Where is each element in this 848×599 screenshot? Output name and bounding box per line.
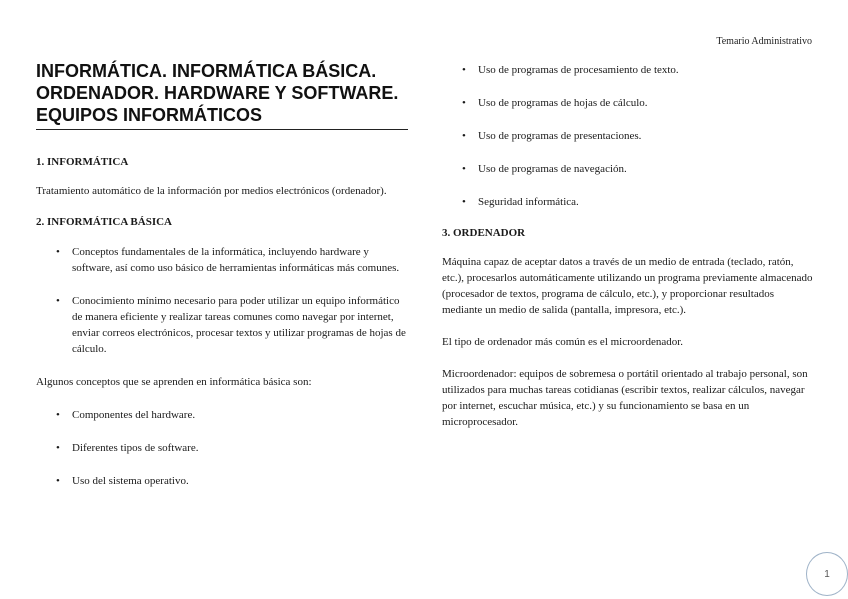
concepts-list-continued — [442, 62, 814, 210]
list-item: • Seguridad informática. — [442, 194, 814, 210]
document-header: Temario Administrativo — [716, 36, 812, 47]
list-item: • Diferentes tipos de software. — [36, 440, 408, 456]
section-3-heading: 3. ORDENADOR — [442, 227, 526, 239]
title-line: INFORMÁTICA. INFORMÁTICA BÁSICA. — [36, 61, 377, 81]
list-item: • Uso de programas de procesamiento de texto. — [442, 62, 814, 78]
page-title — [36, 60, 408, 130]
section-2-bullets — [36, 244, 408, 357]
list-item: • Uso de programas de hojas de cálculo. — [442, 95, 814, 111]
left-column — [36, 60, 408, 489]
page-number-badge — [806, 552, 848, 596]
list-item: • Componentes del hardware. — [36, 407, 408, 423]
section-3-paragraph: Microordenador: equipos de sobremesa o portátil orientado al trabajo personal, son utilizados para muchas tareas cotidianas (escribir textos, realizar cálculos, navegar por internet, escuchar música, etc.) y su funcionamiento se basa en un microprocesador. — [442, 368, 808, 428]
list-item: • Conocimiento mínimo necesario para poder utilizar un equipo informático de manera eficiente y realizar tareas comunes como navegar por internet, enviar correos electrónicos, procesar textos y utilizar programas de hojas de cálculo. — [36, 293, 408, 357]
list-item: • Uso del sistema operativo. — [36, 473, 408, 489]
section-3-paragraph: El tipo de ordenador más común es el microordenador. — [442, 336, 684, 348]
section-2-intro: Algunos conceptos que se aprenden en informática básica son: — [36, 376, 312, 388]
right-column — [442, 60, 814, 430]
section-3-paragraph: Máquina capaz de aceptar datos a través de un medio de entrada (teclado, ratón, etc.), procesarlos automáticamente utilizando un programa previamente almacenado (procesador de textos, programa de cálculo, etc.), y proporcionar resultados mediante un medio de salida (pantalla, impresora, etc.). — [442, 256, 813, 316]
section-1-body: Tratamiento automático de la información por medios electrónicos (ordenador). — [36, 185, 387, 197]
title-line: EQUIPOS INFORMÁTICOS — [36, 105, 263, 125]
concepts-list — [36, 407, 408, 489]
section-1-heading: 1. INFORMÁTICA — [36, 156, 129, 168]
title-line: ORDENADOR. HARDWARE Y SOFTWARE. — [36, 83, 399, 103]
list-item: • Uso de programas de presentaciones. — [442, 128, 814, 144]
page-number: 1 — [824, 568, 830, 580]
list-item: • Uso de programas de navegación. — [442, 161, 814, 177]
section-2-heading: 2. INFORMÁTICA BÁSICA — [36, 216, 172, 228]
list-item: • Conceptos fundamentales de la informática, incluyendo hardware y software, así como uso básico de herramientas informáticas más comunes. — [36, 244, 408, 276]
